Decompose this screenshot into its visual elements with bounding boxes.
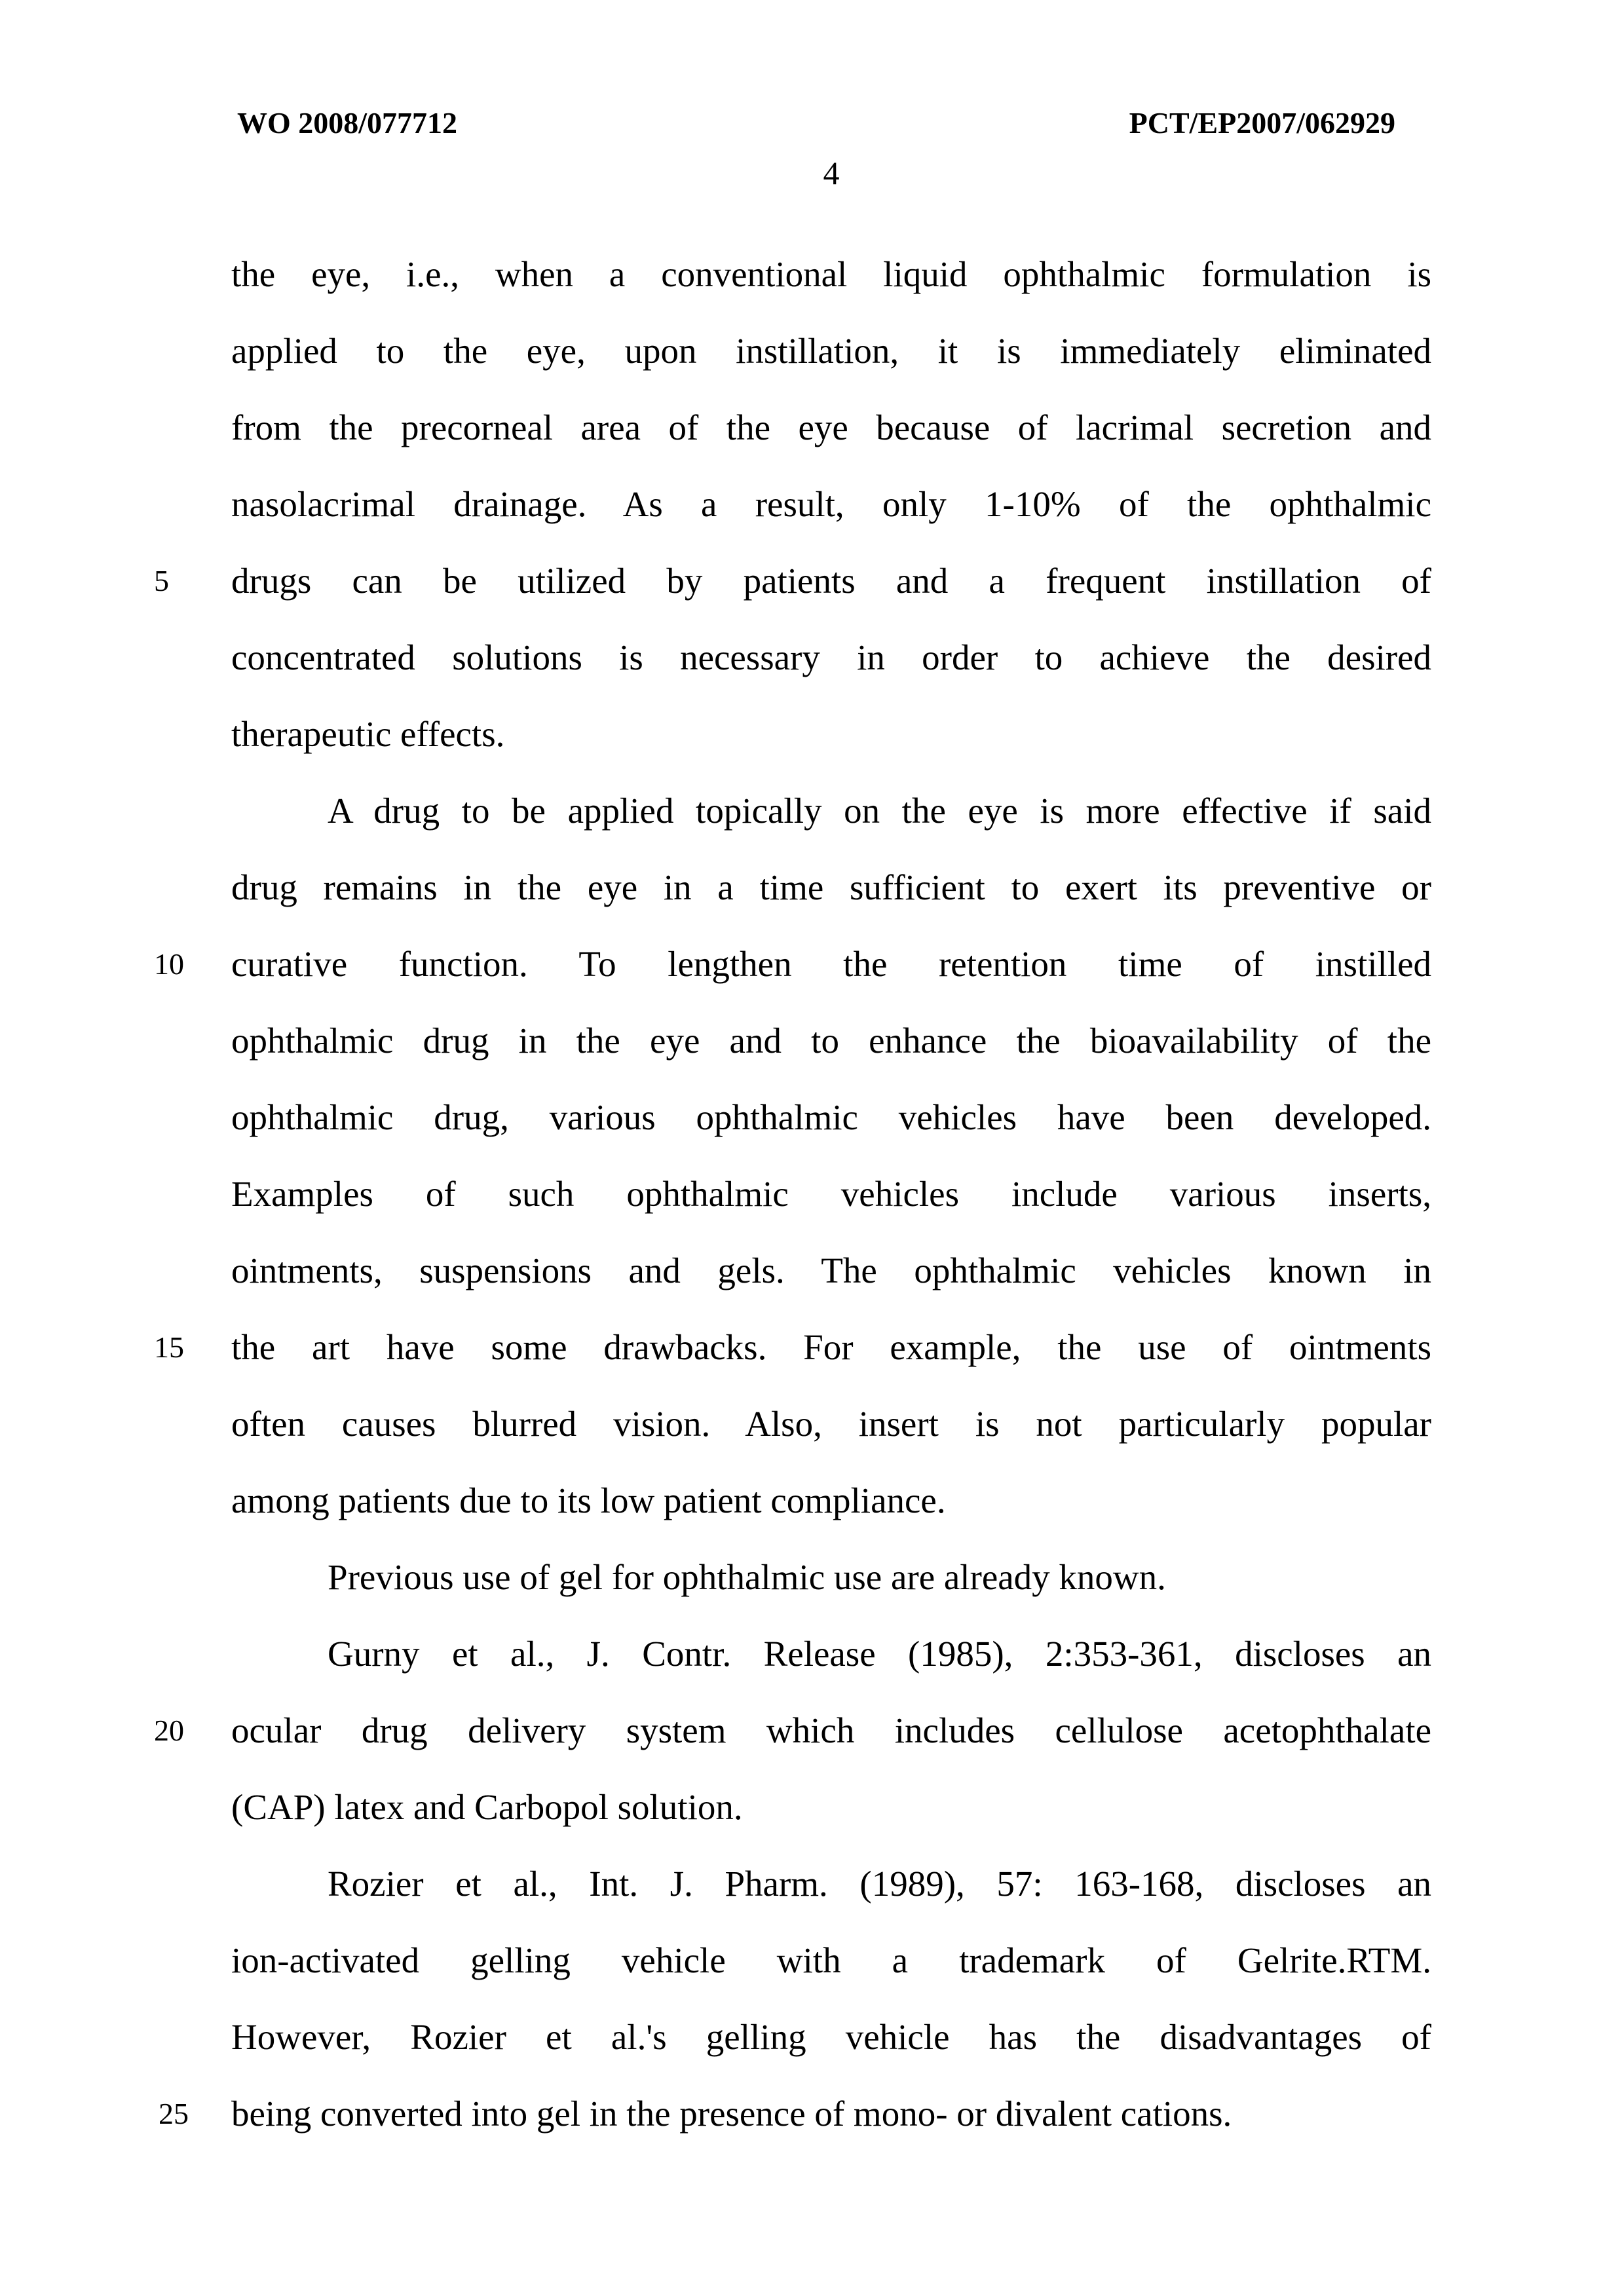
line-text: ophthalmic drug, various ophthalmic vehicles have been developed.	[231, 1097, 1431, 1137]
text-line	[0, 389, 1622, 466]
line-text: being converted into gel in the presence of mono- or divalent cations.	[231, 2094, 1232, 2134]
line-number: 5	[154, 564, 169, 597]
text-line	[0, 772, 1622, 849]
text-line	[0, 1539, 1622, 1615]
line-text: nasolacrimal drainage. As a result, only 1-10% of the ophthalmic	[231, 484, 1431, 524]
line-number: 15	[154, 1330, 184, 1364]
line-text: the art have some drawbacks. For example, the use of ointments	[231, 1327, 1431, 1367]
text-line	[0, 312, 1622, 389]
line-text: among patients due to its low patient compliance.	[231, 1480, 946, 1520]
text-line	[0, 1156, 1622, 1232]
line-text: Gurny et al., J. Contr. Release (1985), 2:353-361, discloses an	[328, 1634, 1431, 1674]
page-number: 4	[823, 155, 840, 191]
document-body	[0, 236, 1622, 2152]
line-text: Rozier et al., Int. J. Pharm. (1989), 57: 163-168, discloses an	[328, 1864, 1431, 1904]
line-text: therapeutic effects.	[231, 714, 505, 754]
text-line	[0, 236, 1622, 312]
line-text: drug remains in the eye in a time sufficient to exert its preventive or	[231, 867, 1431, 907]
text-line	[0, 2075, 1622, 2152]
line-text: often causes blurred vision. Also, insert is not particularly popular	[231, 1404, 1431, 1444]
application-number: PCT/EP2007/062929	[1129, 106, 1395, 140]
line-text: However, Rozier et al.'s gelling vehicle has the disadvantages of	[231, 2017, 1431, 2057]
line-number: 20	[154, 1714, 184, 1747]
text-line	[0, 1999, 1622, 2075]
line-text: ophthalmic drug in the eye and to enhance the bioavailability of the	[231, 1021, 1431, 1061]
text-line	[0, 1462, 1622, 1539]
line-text: (CAP) latex and Carbopol solution.	[231, 1787, 743, 1827]
line-text: A drug to be applied topically on the eye is more effective if said	[328, 791, 1431, 831]
line-text: Previous use of gel for ophthalmic use are already known.	[328, 1557, 1166, 1597]
line-number: 10	[154, 947, 184, 981]
line-text: the eye, i.e., when a conventional liquid ophthalmic formulation is	[231, 254, 1431, 294]
text-line	[0, 1232, 1622, 1309]
text-line	[0, 466, 1622, 542]
text-line	[0, 619, 1622, 696]
text-line	[0, 1385, 1622, 1462]
text-line	[0, 1922, 1622, 1999]
text-line	[0, 1615, 1622, 1692]
publication-number: WO 2008/077712	[237, 106, 458, 140]
line-text: ointments, suspensions and gels. The ophthalmic vehicles known in	[231, 1251, 1431, 1290]
text-line	[0, 1309, 1622, 1385]
text-line	[0, 926, 1622, 1002]
text-line	[0, 849, 1622, 926]
line-text: ocular drug delivery system which includes cellulose acetophthalate	[231, 1710, 1431, 1750]
text-line	[0, 542, 1622, 619]
text-line	[0, 1769, 1622, 1845]
line-number: 25	[159, 2097, 189, 2130]
line-text: concentrated solutions is necessary in order to achieve the desired	[231, 637, 1431, 677]
text-line	[0, 1002, 1622, 1079]
line-text: curative function. To lengthen the retention time of instilled	[231, 944, 1431, 984]
text-line	[0, 1079, 1622, 1156]
line-text: applied to the eye, upon instillation, it is immediately eliminated	[231, 331, 1431, 371]
line-text: drugs can be utilized by patients and a frequent instillation of	[231, 561, 1431, 601]
text-line	[0, 1845, 1622, 1922]
line-text: from the precorneal area of the eye because of lacrimal secretion and	[231, 407, 1431, 447]
line-text: Examples of such ophthalmic vehicles include various inserts,	[231, 1174, 1431, 1214]
text-line	[0, 1692, 1622, 1769]
line-text: ion-activated gelling vehicle with a trademark of Gelrite.RTM.	[231, 1940, 1431, 1980]
text-line	[0, 696, 1622, 772]
